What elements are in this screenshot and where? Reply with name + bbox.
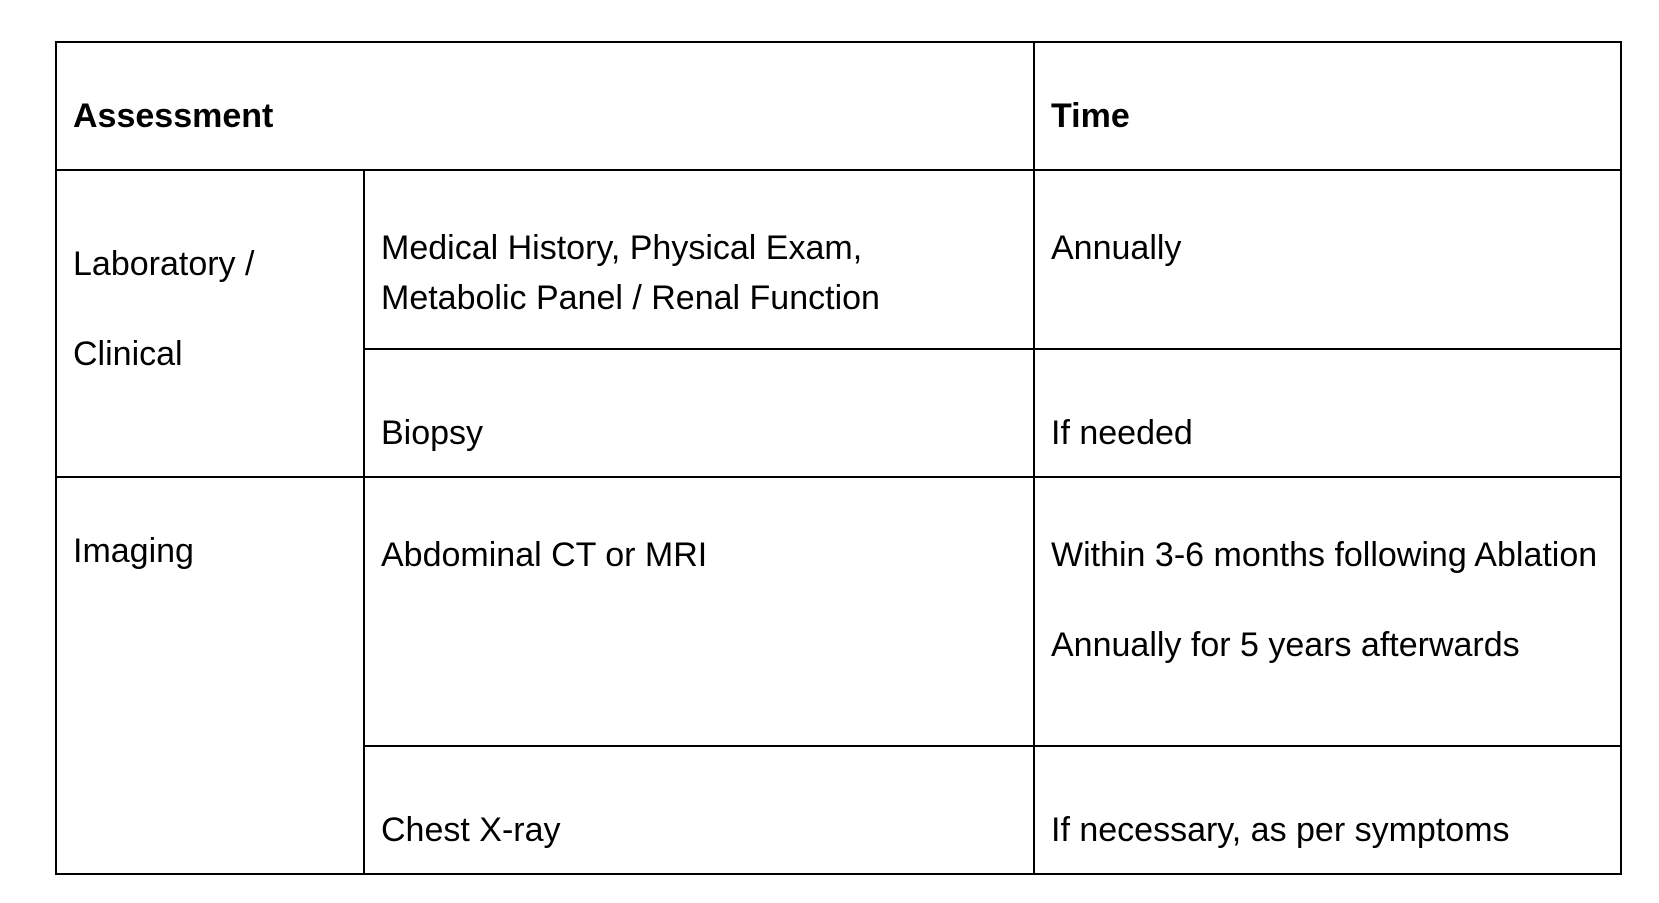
time-text: If needed	[1051, 414, 1193, 452]
time-text: Within 3-6 months following Ablation	[1051, 536, 1598, 574]
time-cell	[1034, 477, 1621, 746]
follow-up-table	[55, 41, 1622, 875]
time-cell	[1034, 170, 1621, 349]
table-header-row	[56, 42, 1621, 170]
time-text: Annually	[1051, 229, 1182, 267]
category-cell-laboratory-clinical: Laboratory / Clinical	[56, 170, 364, 477]
assessment-cell: Medical History, Physical Exam, Metabolic Panel / Renal Function	[364, 170, 1034, 349]
time-text: If necessary, as per symptoms	[1051, 811, 1510, 849]
assessment-cell: Biopsy	[364, 349, 1034, 477]
table-row	[56, 170, 1621, 349]
header-assessment: Assessment	[56, 42, 1034, 170]
assessment-cell: Abdominal CT or MRI	[364, 477, 1034, 746]
table-row	[56, 477, 1621, 746]
time-text: Annually for 5 years afterwards	[1051, 626, 1520, 664]
time-cell	[1034, 349, 1621, 477]
header-time: Time	[1034, 42, 1621, 170]
category-cell-imaging: Imaging	[56, 477, 364, 874]
time-cell	[1034, 746, 1621, 874]
assessment-cell: Chest X-ray	[364, 746, 1034, 874]
